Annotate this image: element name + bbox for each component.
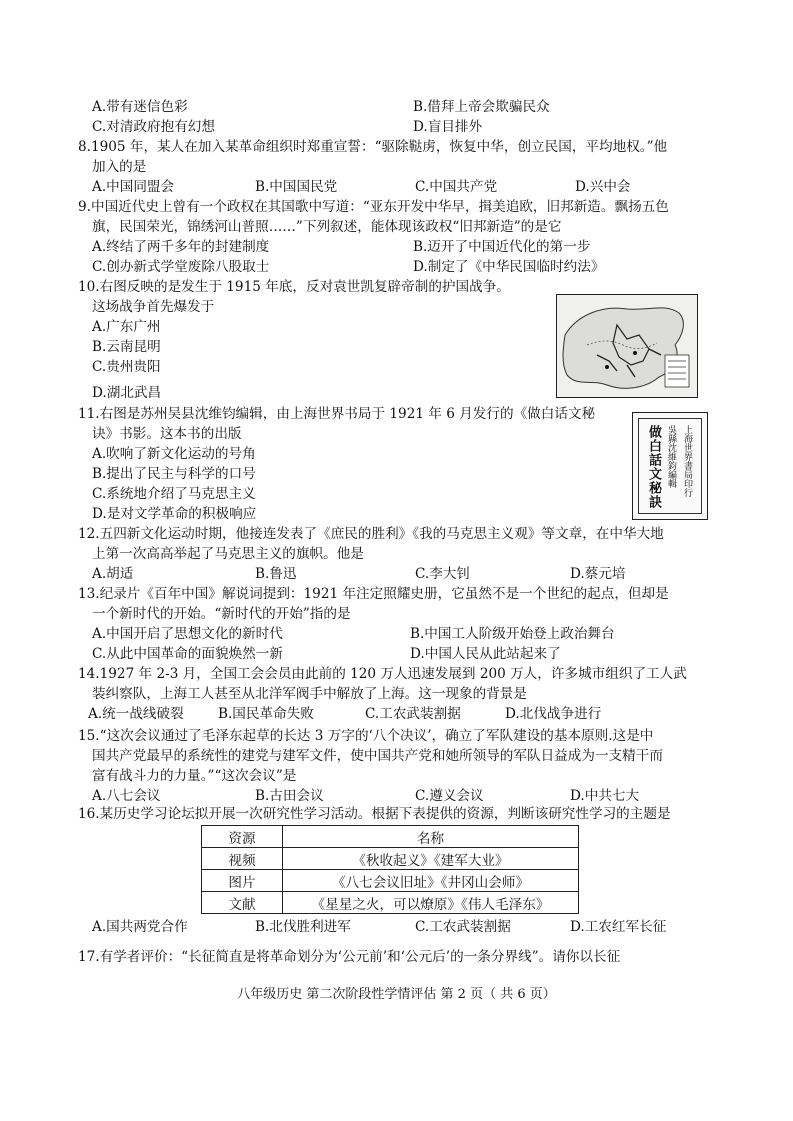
q12-option-a: A.胡适	[92, 566, 134, 582]
q7-option-b: B.借拜上帝会欺骗民众	[413, 99, 550, 115]
q15-stem-line1: 15.“这次会议通过了毛泽东起草的长达 3 万字的‘八个决议’，确立了军队建设的基本原则.这是中	[78, 728, 654, 744]
q15-stem-line3: 富有战斗力的力量。”“这次会议”是	[92, 768, 297, 784]
q8-stem-line1: 8.1905 年，某人在加入某革命组织时郑重宣誓：“驱除鞑虏，恢复中华，创立民国，平均地权。”他	[78, 139, 668, 155]
q10-stem-line1: 10.右图反映的是发生于 1915 年底，反对袁世凯复辟帝制的护国战争。	[78, 279, 510, 295]
q12-stem-line1: 12.五四新文化运动时期，他接连发表了《庶民的胜利》《我的马克思主义观》等文章，在中华大地	[78, 526, 664, 542]
q17-stem-line1: 17.有学者评价：“长征简直是将革命划分为‘公元前’和‘公元后’的一条分界线”。请你以长征	[78, 949, 621, 965]
q11-option-a: A.吹响了新文化运动的号角	[92, 446, 256, 462]
q14-option-a: A.统一战线破裂	[88, 706, 184, 722]
q13-option-c: C.从此中国革命的面貌焕然一新	[92, 646, 283, 662]
q10-option-b: B.云南昆明	[92, 339, 161, 355]
table-header-name: 名称	[283, 826, 579, 848]
table-row	[202, 848, 579, 870]
q14-stem-line2: 装纠察队，上海工人甚至从北洋军阀手中解放了上海。这一现象的背景是	[92, 686, 527, 702]
table-row	[202, 870, 579, 892]
q12-stem-line2: 上第一次高高举起了马克思主义的旗帜。他是	[92, 546, 364, 562]
q7-option-a: A.带有迷信色彩	[92, 99, 188, 115]
q12-option-c: C.李大钊	[415, 566, 471, 582]
q13-option-a: A.中国开启了思想文化的新时代	[92, 626, 283, 642]
q14-option-c: C.工农武装割据	[365, 706, 461, 722]
book-editor: 吳縣沈維鈞編輯	[666, 425, 676, 488]
q16-resource-table	[201, 825, 579, 914]
q11-option-d: D.是对文学革命的积极响应	[92, 506, 257, 522]
q10-option-d: D.湖北武昌	[92, 385, 162, 401]
table-cell-name: 《八七会议旧址》《井冈山会师》	[283, 870, 579, 892]
q16-option-c: C.工农武装割据	[415, 919, 511, 935]
q14-option-b: B.国民革命失败	[218, 706, 314, 722]
q9-option-d: D.制定了《中华民国临时约法》	[413, 259, 605, 275]
q15-option-a: A.八七会议	[92, 788, 161, 804]
book-title: 做白話文秘訣	[646, 425, 661, 509]
table-cell-type: 视频	[202, 848, 283, 870]
q11-option-b: B.提出了民主与科学的口号	[92, 466, 256, 482]
q15-stem-line2: 国共产党最早的系统性的建党与建军文件，使中国共产党和她所领导的军队日益成为一支精干而	[92, 748, 663, 764]
q13-stem-line1: 13.纪录片《百年中国》解说词提到：1921 年注定照耀史册，它虽然不是一个世纪的起点，但却是	[78, 586, 669, 602]
q9-stem-line1: 9.中国近代史上曾有一个政权在其国歌中写道：“亚东开发中华早，揖美追欧，旧邦新造。飘扬五色	[78, 199, 669, 215]
q16-stem-line1: 16.某历史学习论坛拟开展一次研究性学习活动。根据下表提供的资源，判断该研究性学习的主题是	[78, 806, 671, 822]
q8-option-c: C.中国共产党	[415, 179, 498, 195]
table-header-resource: 资源	[202, 826, 283, 848]
table-cell-type: 文献	[202, 892, 283, 914]
table-cell-type: 图片	[202, 870, 283, 892]
q8-option-d: D.兴中会	[575, 179, 631, 195]
q10-war-map-image	[556, 294, 698, 398]
q9-option-b: B.迈开了中国近代化的第一步	[413, 239, 591, 255]
q13-option-b: B.中国工人阶级开始登上政治舞台	[410, 626, 615, 642]
q16-option-a: A.国共两党合作	[92, 919, 188, 935]
q10-option-a: A.广东广州	[92, 319, 161, 335]
q8-stem-line2: 加入的是	[92, 159, 147, 175]
q16-option-d: D.工农红军长征	[570, 919, 667, 935]
page-footer: 八年级历史 第二次阶段性学情评估 第 2 页（ 共 6 页）	[237, 987, 556, 1002]
q13-stem-line2: 一个新时代的开始。“新时代的开始”指的是	[92, 606, 351, 622]
q9-option-c: C.创办新式学堂废除八股取士	[92, 259, 270, 275]
q11-stem-line1: 11.右图是苏州吴县沈维钧编辑，由上海世界书局于 1921 年 6 月发行的《做白话文秘	[78, 406, 596, 422]
q12-option-b: B.鲁迅	[255, 566, 297, 582]
table-cell-name: 《秋收起义》《建军大业》	[283, 848, 579, 870]
q7-option-d: D.盲目排外	[413, 119, 483, 135]
q9-option-a: A.终结了两千多年的封建制度	[92, 239, 270, 255]
table-header-row	[202, 826, 579, 848]
q15-option-c: C.遵义会议	[415, 788, 484, 804]
q11-stem-line2: 诀》书影。这本书的出版	[92, 426, 242, 442]
q10-stem-line2: 这场战争首先爆发于	[92, 299, 215, 315]
map-drawing	[557, 295, 697, 397]
table-cell-name: 《星星之火，可以燎原》《伟人毛泽东》	[283, 892, 579, 914]
q11-book-cover-image	[632, 412, 708, 520]
q7-option-c: C.对清政府抱有幻想	[92, 119, 215, 135]
q10-option-c: C.贵州贵阳	[92, 359, 161, 375]
q12-option-d: D.蔡元培	[570, 566, 626, 582]
q15-option-b: B.古田会议	[255, 788, 324, 804]
q16-option-b: B.北伐胜利进军	[255, 919, 351, 935]
q14-stem-line1: 14.1927 年 2-3 月，全国工会会员由此前的 120 万人迅速发展到 200 万人，许多城市组织了工人武	[78, 666, 687, 682]
q8-option-b: B.中国国民党	[255, 179, 338, 195]
q9-stem-line2: 旗，民国荣光，锦绣河山普照……”下列叙述，能体现该政权“旧邦新造”的是它	[92, 219, 562, 235]
q8-option-a: A.中国同盟会	[92, 179, 175, 195]
book-publisher: 上海世界書局印行	[682, 425, 692, 497]
table-row	[202, 892, 579, 914]
q13-option-d: D.中国人民从此站起来了	[410, 646, 561, 662]
q15-option-d: D.中共七大	[570, 788, 640, 804]
q14-option-d: D.北伐战争进行	[505, 706, 602, 722]
q11-option-c: C.系统地介绍了马克思主义	[92, 486, 256, 502]
